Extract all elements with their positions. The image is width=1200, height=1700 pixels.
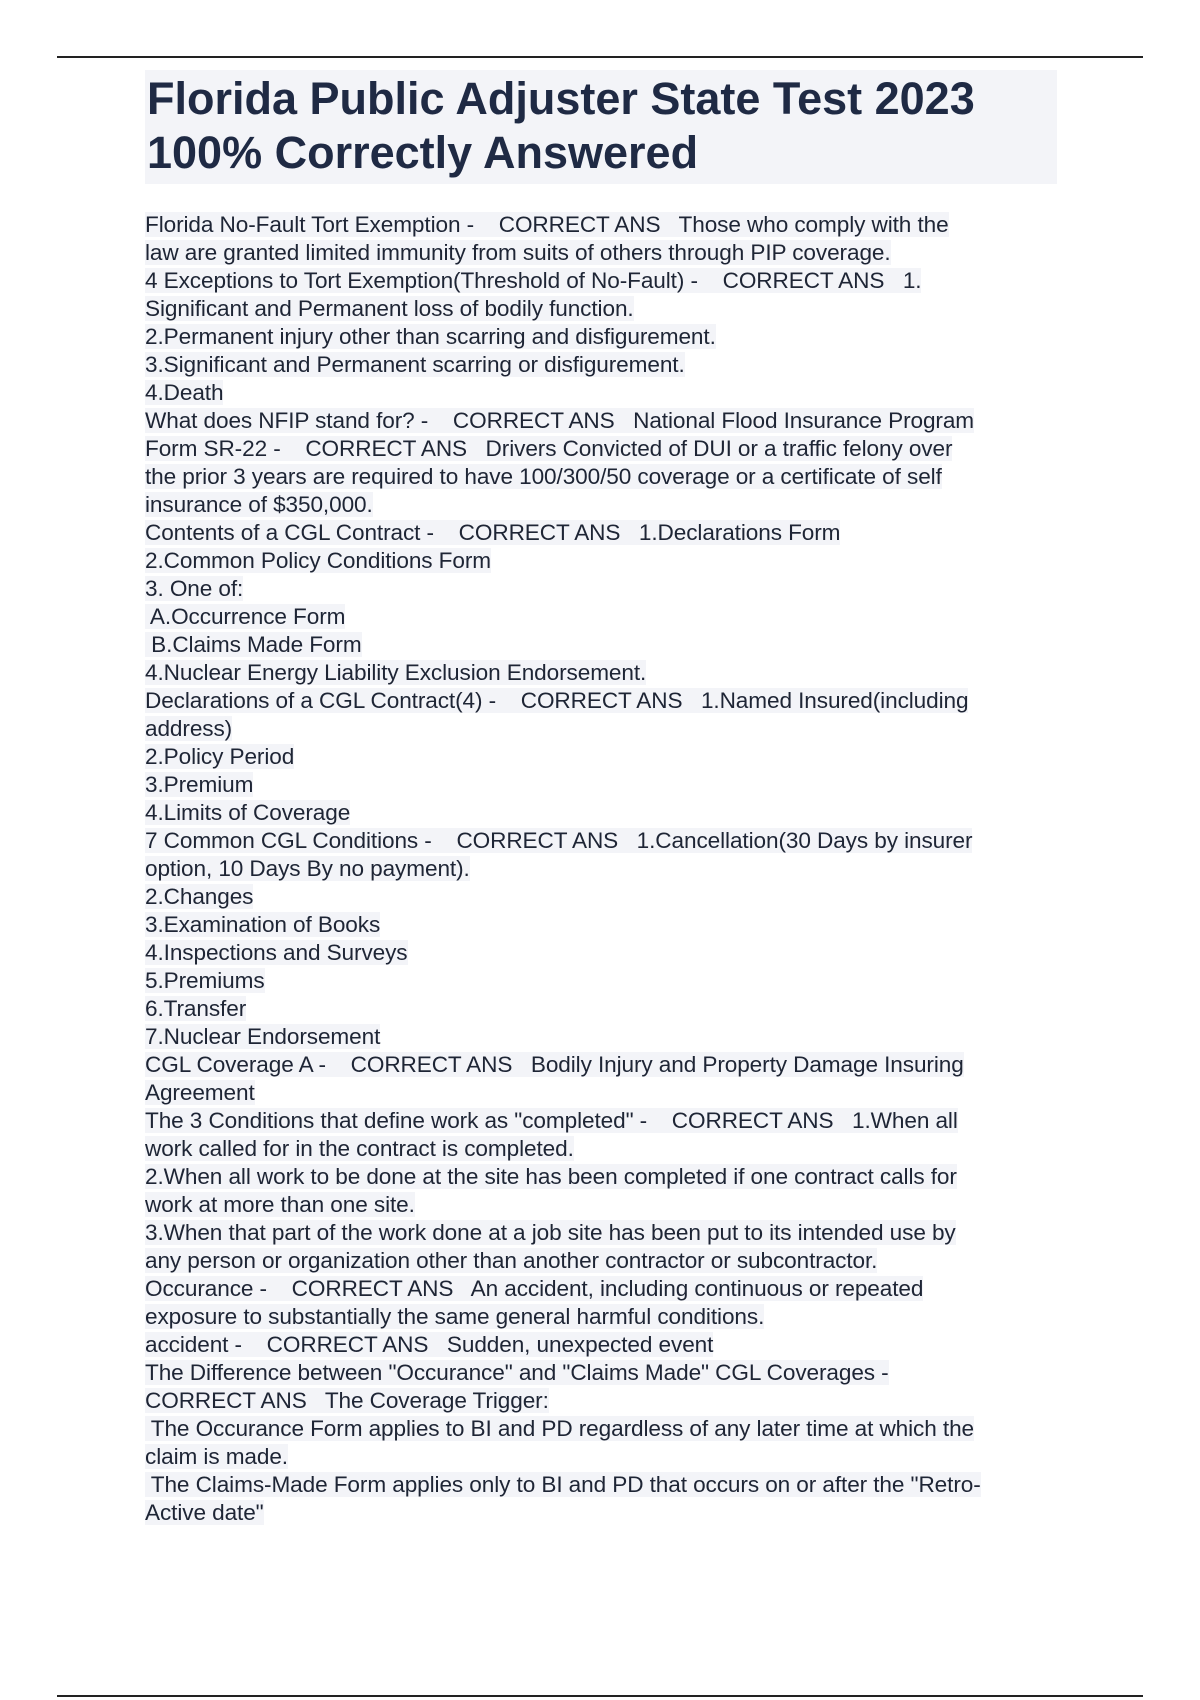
text-line-content: 2.When all work to be done at the site has been completed if one contract calls for (145, 1164, 957, 1189)
text-line-content: CORRECT ANS The Coverage Trigger: (145, 1388, 549, 1413)
text-line-content: The 3 Conditions that define work as "completed" - CORRECT ANS 1.When all (145, 1108, 958, 1133)
text-line (145, 911, 1057, 939)
text-line-content: Active date" (145, 1500, 264, 1525)
text-line (145, 1415, 1057, 1443)
text-line-content: claim is made. (145, 1444, 288, 1469)
text-line (145, 715, 1057, 743)
text-line (145, 463, 1057, 491)
text-line-content: any person or organization other than another contractor or subcontractor. (145, 1248, 878, 1273)
text-line-content: 2.Common Policy Conditions Form (145, 548, 491, 573)
title-line-1: Florida Public Adjuster State Test 2023 (147, 73, 975, 124)
text-line-content: 5.Premiums (145, 968, 265, 993)
text-line (145, 1023, 1057, 1051)
text-line-content: 2.Permanent injury other than scarring and disfigurement. (145, 324, 716, 349)
text-line (145, 603, 1057, 631)
text-line-content: law are granted limited immunity from suits of others through PIP coverage. (145, 240, 891, 265)
text-line (145, 1275, 1057, 1303)
text-line (145, 1471, 1057, 1499)
text-line (145, 1443, 1057, 1471)
text-line-content: Occurance - CORRECT ANS An accident, including continuous or repeated (145, 1276, 924, 1301)
text-line-content: CGL Coverage A - CORRECT ANS Bodily Injury and Property Damage Insuring (145, 1052, 964, 1077)
text-line (145, 1191, 1057, 1219)
text-line (145, 1163, 1057, 1191)
text-line-content: insurance of $350,000. (145, 492, 373, 517)
text-line-content: 2.Policy Period (145, 744, 295, 769)
text-line (145, 1107, 1057, 1135)
text-line-content: accident - CORRECT ANS Sudden, unexpected event (145, 1332, 714, 1357)
text-line-content: The Difference between "Occurance" and "Claims Made" CGL Coverages - (145, 1360, 889, 1385)
text-line-content: The Occurance Form applies to BI and PD regardless of any later time at which the (145, 1416, 975, 1441)
text-line (145, 771, 1057, 799)
document-title (145, 70, 1057, 184)
text-line-content: 7 Common CGL Conditions - CORRECT ANS 1.Cancellation(30 Days by insurer (145, 828, 973, 853)
text-line (145, 743, 1057, 771)
text-line-content: The Claims-Made Form applies only to BI and PD that occurs on or after the "Retro- (145, 1472, 981, 1497)
text-line-content: 2.Changes (145, 884, 254, 909)
text-line-content: Florida No-Fault Tort Exemption - CORRECT ANS Those who comply with the (145, 212, 949, 237)
text-line (145, 1247, 1057, 1275)
text-line (145, 799, 1057, 827)
text-line-content: 7.Nuclear Endorsement (145, 1024, 381, 1049)
text-line (145, 1135, 1057, 1163)
text-line (145, 491, 1057, 519)
text-line-content: 4 Exceptions to Tort Exemption(Threshold of No-Fault) - CORRECT ANS 1. (145, 268, 922, 293)
text-line (145, 351, 1057, 379)
text-line-content: 4.Inspections and Surveys (145, 940, 408, 965)
text-line-content: 4.Death (145, 380, 224, 405)
text-line (145, 547, 1057, 575)
text-line-content: 6.Transfer (145, 996, 247, 1021)
text-line (145, 267, 1057, 295)
text-line (145, 1499, 1057, 1527)
text-line-content: 4.Nuclear Energy Liability Exclusion Endorsement. (145, 660, 647, 685)
text-line (145, 631, 1057, 659)
text-line-content: work called for in the contract is completed. (145, 1136, 574, 1161)
text-line-content: 3. One of: (145, 576, 244, 601)
text-line (145, 575, 1057, 603)
text-line-content: Form SR-22 - CORRECT ANS Drivers Convicted of DUI or a traffic felony over (145, 436, 953, 461)
text-line (145, 1331, 1057, 1359)
text-line-content: address) (145, 716, 233, 741)
text-line (145, 687, 1057, 715)
text-line-content: Agreement (145, 1080, 255, 1105)
text-line-content: 3.Significant and Permanent scarring or disfigurement. (145, 352, 685, 377)
text-line-content: Significant and Permanent loss of bodily function. (145, 296, 634, 321)
footer-rule (57, 1695, 1143, 1697)
title-line-2: 100% Correctly Answered (147, 127, 699, 178)
text-line-content: A.Occurrence Form (145, 604, 346, 629)
text-line (145, 1303, 1057, 1331)
text-line-content: What does NFIP stand for? - CORRECT ANS National Flood Insurance Program (145, 408, 975, 433)
text-line (145, 295, 1057, 323)
text-line-content: exposure to substantially the same general harmful conditions. (145, 1304, 765, 1329)
text-line (145, 211, 1057, 239)
text-line (145, 323, 1057, 351)
text-line (145, 967, 1057, 995)
text-line (145, 519, 1057, 547)
text-line-content: 4.Limits of Coverage (145, 800, 351, 825)
text-line (145, 1359, 1057, 1387)
text-line-content: Contents of a CGL Contract - CORRECT ANS 1.Declarations Form (145, 520, 841, 545)
text-line (145, 939, 1057, 967)
text-line-content: the prior 3 years are required to have 100/300/50 coverage or a certificate of self (145, 464, 942, 489)
text-line (145, 239, 1057, 267)
text-line (145, 435, 1057, 463)
text-line-content: 3.When that part of the work done at a job site has been put to its intended use by (145, 1220, 956, 1245)
text-line (145, 407, 1057, 435)
text-line-content: B.Claims Made Form (145, 632, 362, 657)
text-line (145, 1387, 1057, 1415)
text-line (145, 1079, 1057, 1107)
qa-text-block (145, 211, 1057, 1527)
text-line (145, 995, 1057, 1023)
text-line-content: Declarations of a CGL Contract(4) - CORRECT ANS 1.Named Insured(including (145, 688, 969, 713)
text-line (145, 827, 1057, 855)
text-line-content: work at more than one site. (145, 1192, 415, 1217)
text-line-content: 3.Premium (145, 772, 254, 797)
text-line (145, 379, 1057, 407)
text-line-content: 3.Examination of Books (145, 912, 381, 937)
text-line (145, 1051, 1057, 1079)
text-line-content: option, 10 Days By no payment). (145, 856, 470, 881)
text-line (145, 1219, 1057, 1247)
text-line (145, 659, 1057, 687)
text-line (145, 855, 1057, 883)
header-rule (57, 56, 1143, 58)
document-body (145, 70, 1057, 1527)
text-line (145, 883, 1057, 911)
